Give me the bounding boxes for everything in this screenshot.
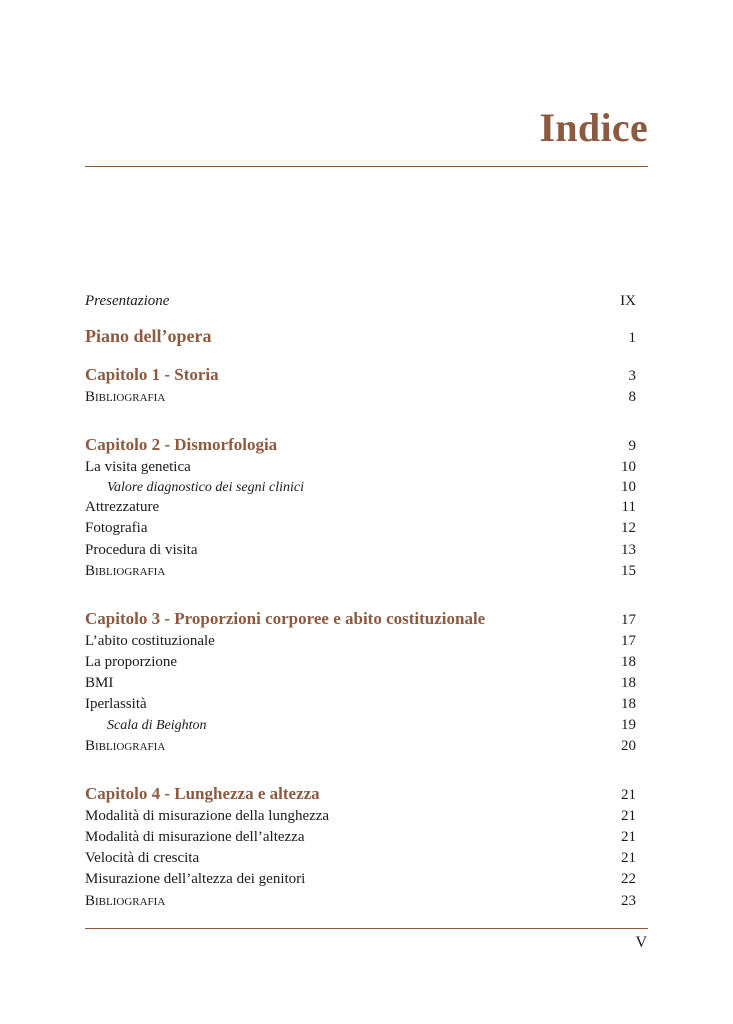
toc-entry-scala-beighton[interactable] [85,716,636,735]
toc-entry-title: Presentazione [85,293,170,309]
toc-entry-visita-genetica[interactable] [85,458,636,476]
toc-entry-page: 17 [621,612,636,628]
toc-entry-capitolo-2[interactable] [85,436,636,455]
toc-entry-proporzione[interactable] [85,653,636,671]
toc-entry-misurazione-lunghezza[interactable] [85,807,636,825]
toc-entry-title: Modalità di misurazione della lunghezza [85,808,330,824]
toc-chapter-title: Capitolo 2 - Dismorfologia [85,435,278,454]
toc-entry-page: 8 [628,389,636,405]
toc-entry-page: 1 [628,330,636,346]
toc-entry-title: Attrezzature [85,499,160,515]
toc-entry-page: 23 [621,893,636,909]
toc-entry-title: La proporzione [85,654,178,670]
toc-entry-valore-diagnostico[interactable] [85,478,636,497]
toc-entry-iperlassita[interactable] [85,695,636,713]
toc-entry-page: 9 [628,438,636,454]
toc-entry-bmi[interactable] [85,674,636,692]
toc-chapter-title: Capitolo 3 - Proporzioni corporee e abito costituzionale [85,609,486,628]
toc-entry-page: 10 [621,459,636,475]
toc-entry-title: Bibliografia [85,893,166,909]
toc-entry-title: La visita genetica [85,459,191,475]
title-divider [85,166,648,167]
toc-entry-page: 20 [621,738,636,754]
toc-entry-page: 10 [621,479,636,495]
toc-entry-title: Scala di Beighton [107,718,207,733]
toc-entry-page: 21 [621,808,636,824]
page-number: V [635,934,647,951]
toc-entry-altezza-genitori[interactable] [85,870,636,888]
toc-entry-page: 21 [621,829,636,845]
toc-entry-velocita-crescita[interactable] [85,849,636,867]
toc-entry-page: 21 [621,850,636,866]
toc-entry-procedura-visita[interactable] [85,541,636,559]
toc-entry-fotografia[interactable] [85,519,636,537]
toc-chapter-title: Capitolo 1 - Storia [85,365,219,384]
toc-entry-bibliografia-4[interactable] [85,892,636,910]
toc-entry-capitolo-3[interactable] [85,610,636,629]
toc-entry-page: 18 [621,696,636,712]
toc-entry-page: 18 [621,654,636,670]
toc-entry-presentazione[interactable] [85,292,636,310]
toc-entry-title: BMI [85,675,114,691]
footer-divider [85,928,648,929]
toc-entry-page: 19 [621,717,636,733]
toc-entry-bibliografia-3[interactable] [85,737,636,755]
toc-entry-title: Procedura di visita [85,542,198,558]
toc-entry-capitolo-4[interactable] [85,785,636,804]
toc-entry-abito-costituzionale[interactable] [85,632,636,650]
toc-entry-title: Bibliografia [85,389,166,405]
toc-entry-page: 3 [628,368,636,384]
toc-entry-page: 12 [621,520,636,536]
toc-entry-piano-opera[interactable] [85,327,636,347]
toc-entry-bibliografia-2[interactable] [85,562,636,580]
toc-entry-bibliografia-1[interactable] [85,388,636,406]
toc-entry-title: Bibliografia [85,563,166,579]
toc-entry-page: 17 [621,633,636,649]
toc-entry-title: L’abito costituzionale [85,633,215,649]
toc-entry-title: Fotografia [85,520,148,536]
toc-entry-page: 21 [621,787,636,803]
toc-chapter-title: Capitolo 4 - Lunghezza e altezza [85,784,320,803]
toc-entry-page: 18 [621,675,636,691]
toc-entry-capitolo-1[interactable] [85,366,636,385]
toc-entry-title: Iperlassità [85,696,147,712]
toc-entry-title: Valore diagnostico dei segni clinici [107,480,305,495]
toc-entry-title: Bibliografia [85,738,166,754]
toc-entry-title: Velocità di crescita [85,850,200,866]
toc-entry-attrezzature[interactable] [85,498,636,516]
toc-entry-page: 22 [621,871,636,887]
toc-entry-page: 13 [621,542,636,558]
toc-entry-page: IX [620,293,636,309]
toc-entry-page: 15 [621,563,636,579]
toc-entry-title: Modalità di misurazione dell’altezza [85,829,305,845]
toc-chapter-title: Piano dell’opera [85,326,212,346]
toc-entry-title: Misurazione dell’altezza dei genitori [85,871,306,887]
toc-entry-page: 11 [621,499,636,515]
page-title: Indice [539,105,648,150]
toc-entry-misurazione-altezza[interactable] [85,828,636,846]
